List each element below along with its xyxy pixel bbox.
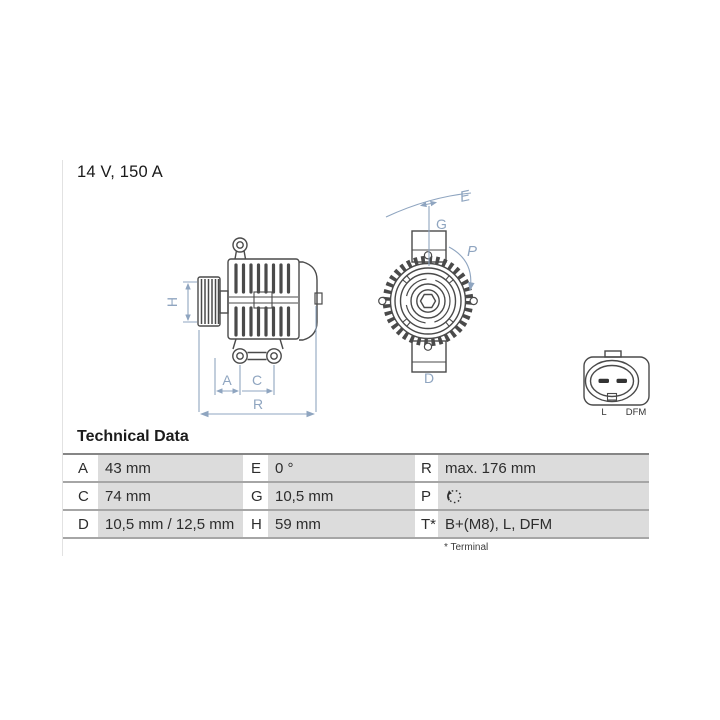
dim-key-p: P: [415, 483, 438, 509]
dim-label-e: E: [458, 187, 472, 206]
dim-value-r: max. 176 mm: [438, 455, 649, 481]
dim-key-a: A: [63, 455, 98, 481]
dim-label-a: A: [222, 372, 232, 388]
dim-value-t: B+(M8), L, DFM: [438, 511, 649, 537]
shaft-nut: [421, 295, 436, 308]
terminal-stud: [315, 293, 322, 304]
front-view-drawing: [379, 231, 478, 372]
connector-pin-label-l: L: [601, 407, 607, 418]
pin-dfm: [617, 379, 628, 383]
dim-key-g: G: [243, 483, 268, 509]
pulley: [198, 277, 228, 326]
dim-value-h: 59 mm: [268, 511, 415, 537]
bottom-mounting-bracket: [233, 339, 283, 363]
dim-key-t: T*: [415, 511, 438, 537]
dim-value-e: 0 °: [268, 455, 415, 481]
top-mounting-ear: [233, 238, 247, 259]
connector-tab: [605, 351, 621, 357]
dim-key-d: D: [63, 511, 98, 537]
dim-key-r: R: [415, 455, 438, 481]
spec-label: 14 V, 150 A: [77, 163, 164, 181]
connector-drawing: [584, 351, 649, 405]
dim-label-r: R: [252, 396, 264, 412]
dim-key-c: C: [63, 483, 98, 509]
table-row: [63, 481, 649, 509]
technical-data-heading: Technical Data: [77, 428, 189, 445]
dim-label-p: P: [467, 243, 478, 260]
dim-value-c: 74 mm: [98, 483, 243, 509]
housing-bolts: [379, 252, 478, 351]
connector-pin-label-dfm: DFM: [625, 407, 647, 418]
dim-label-d: D: [423, 370, 435, 386]
dim-label-h: H: [164, 296, 180, 308]
dim-key-e: E: [243, 455, 268, 481]
side-view-drawing: [198, 238, 322, 363]
rotation-direction-icon: [445, 487, 464, 506]
dim-value-g: 10,5 mm: [268, 483, 415, 509]
cooling-fin-ring: [387, 260, 470, 343]
side-view-dimensions: [183, 282, 316, 414]
alternator-body: [228, 259, 317, 340]
dim-value-d: 10,5 mm / 12,5 mm: [98, 511, 243, 537]
dim-value-p: [438, 483, 649, 509]
pin-l: [599, 379, 610, 383]
terminal-footnote: * Terminal: [444, 542, 489, 553]
table-row: [63, 509, 649, 537]
technical-data-table: [63, 453, 649, 539]
technical-data-section: [63, 427, 649, 553]
table-row: [63, 455, 649, 481]
dim-label-g: G: [436, 216, 447, 232]
dim-key-h: H: [243, 511, 268, 537]
dim-value-a: 43 mm: [98, 455, 243, 481]
front-pulley-face: [395, 268, 461, 334]
dim-label-c: C: [251, 372, 263, 388]
